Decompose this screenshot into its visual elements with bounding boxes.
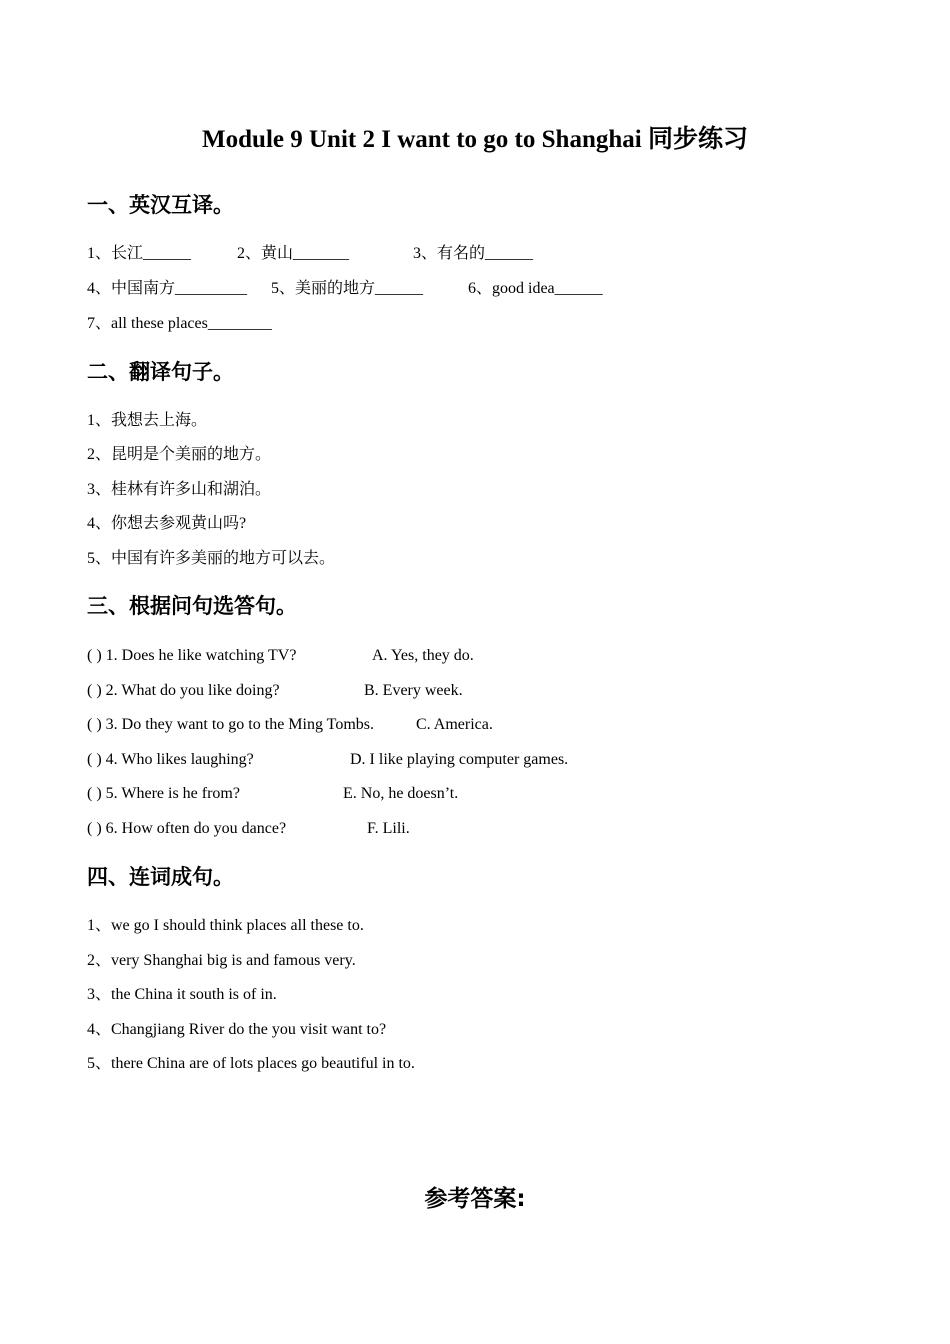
vocab-item-2: 2、黄山_______ [237,245,350,262]
match-question-3: ( ) 3. Do they want to go to the Ming Tombs. [87,716,375,733]
vocab-item-1: 1、长江______ [87,245,192,262]
vocab-item-6: 6、good idea______ [468,280,603,297]
translate-item-3: 3、桂林有许多山和湖泊。 [87,481,272,498]
vocab-item-4: 4、中国南方_________ [87,280,248,297]
page-title: Module 9 Unit 2 I want to go to Shanghai 同步练习 [202,126,748,153]
translate-item-2: 2、昆明是个美丽的地方。 [87,446,272,463]
translate-item-4: 4、你想去参观黄山吗? [87,515,247,532]
reorder-item-5: 5、there China are of lots places go beautiful in to. [87,1055,415,1072]
section-1-heading: 一、英汉互译。 [87,193,234,217]
match-question-1: ( ) 1. Does he like watching TV? [87,647,297,664]
section-4-heading: 四、连词成句。 [87,865,234,889]
reorder-item-3: 3、the China it south is of in. [87,986,277,1003]
match-answer-c: C. America. [416,716,493,733]
match-answer-b: B. Every week. [364,682,463,699]
reorder-item-1: 1、we go I should think places all these to. [87,917,364,934]
reorder-item-2: 2、very Shanghai big is and famous very. [87,952,356,969]
match-answer-d: D. I like playing computer games. [350,751,569,768]
answer-key-heading: 参考答案: [424,1186,526,1212]
match-answer-f: F. Lili. [367,820,410,837]
vocab-item-3: 3、有名的______ [413,245,534,262]
section-3-heading: 三、根据问句选答句。 [87,594,297,618]
match-question-2: ( ) 2. What do you like doing? [87,682,280,699]
translate-item-5: 5、中国有许多美丽的地方可以去。 [87,550,336,567]
vocab-item-7: 7、all these places________ [87,315,272,332]
match-question-4: ( ) 4. Who likes laughing? [87,751,254,768]
reorder-item-4: 4、Changjiang River do the you visit want to? [87,1021,387,1038]
vocab-item-5: 5、美丽的地方______ [271,280,424,297]
match-question-6: ( ) 6. How often do you dance? [87,820,287,837]
match-question-5: ( ) 5. Where is he from? [87,785,240,802]
match-answer-e: E. No, he doesn’t. [343,785,459,802]
translate-item-1: 1、我想去上海。 [87,412,208,429]
section-2-heading: 二、翻译句子。 [87,360,234,384]
match-answer-a: A. Yes, they do. [372,647,474,664]
